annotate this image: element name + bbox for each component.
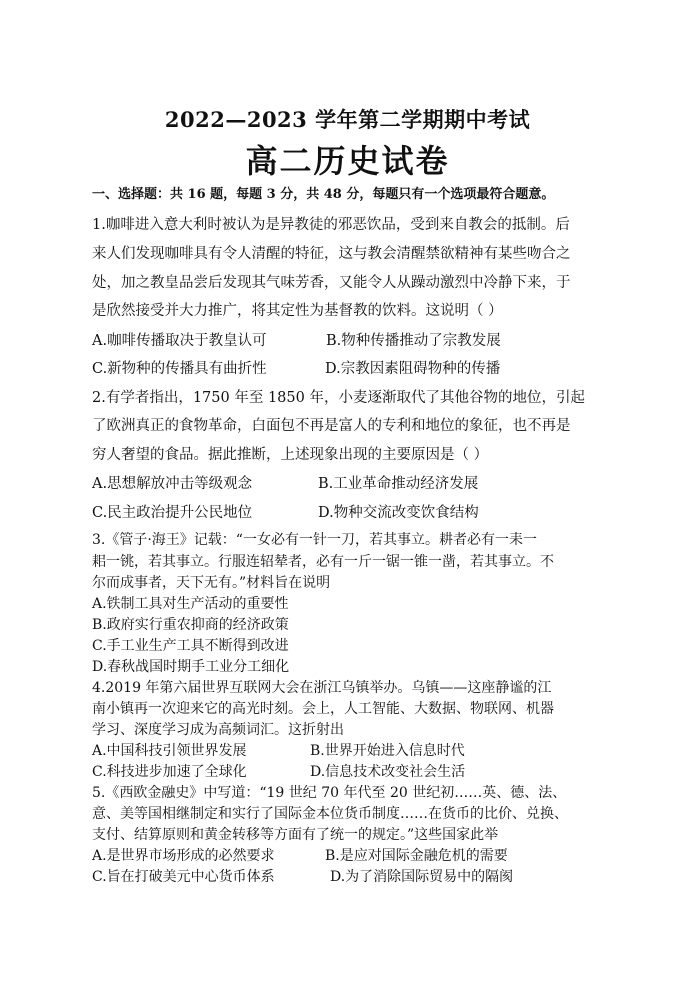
question-1-option-b: B.物种传播推动了宗教发展 <box>326 333 501 349</box>
question-3-option-d: D.春秋战国时期手工业分工细化 <box>92 659 290 675</box>
question-4-line-3: 学习、深度学习成为高频词汇。这折射出 <box>92 722 344 738</box>
question-4-option-b: B.世界开始进入信息时代 <box>310 743 465 759</box>
question-2-line-1: 2.有学者指出，1750 年至 1850 年，小麦逐渐取代了其他谷物的地位，引起 <box>92 390 585 406</box>
question-4-line-2: 南小镇再一次迎来它的高光时刻。会上，人工智能、大数据、物联网、机器 <box>92 701 554 717</box>
question-5-option-c: C.旨在打破美元中心货币体系 <box>92 869 275 885</box>
question-1-line-3: 处，加之教皇品尝后发现其气味芳香，又能令人从躁动激烈中冷静下来，于 <box>92 275 571 291</box>
question-4-option-d: D.信息技术改变社会生活 <box>310 764 466 780</box>
question-5-line-3: 支付、结算原则和黄金转移等方面有了统一的规定。”这些国家此举 <box>92 827 499 843</box>
question-4-line-1: 4.2019 年第六届世界互联网大会在浙江乌镇举办。乌镇——这座静谧的江 <box>92 680 552 696</box>
question-3-option-a: A.铁制工具对生产活动的重要性 <box>92 596 289 612</box>
question-3-line-3: 尔而成事者，天下无有。”材料旨在说明 <box>92 575 331 591</box>
question-2-option-a: A.思想解放冲击等级观念 <box>92 476 253 492</box>
question-2-line-3: 穷人奢望的食品。据此推断，上述现象出现的主要原因是（ ） <box>92 447 489 463</box>
question-3-option-c: C.手工业生产工具不断得到改进 <box>92 638 289 654</box>
question-3-line-2: 耜一铫，若其事立。行服连轺辇者，必有一斤一锯一锥一凿，若其事立。不 <box>92 554 554 570</box>
question-5-option-b: B.是应对国际金融危机的需要 <box>325 848 508 864</box>
exam-title: 高二历史试卷 <box>245 142 450 180</box>
question-1-line-1: 1.咖啡进入意大利时被认为是异教徒的邪恶饮品，受到来自教会的抵制。后 <box>92 217 570 233</box>
question-1-line-4: 是欣然接受并大力推广，将其定性为基督教的饮料。这说明（ ） <box>92 303 503 319</box>
question-3-line-1: 3.《管子·海王》记载：“一女必有一针一刀，若其事立。耕者必有一耒一 <box>92 532 537 548</box>
question-5-option-a: A.是世界市场形成的必然要求 <box>92 848 275 864</box>
question-4-option-a: A.中国科技引领世界发展 <box>92 743 247 759</box>
question-2-option-c: C.民主政治提升公民地位 <box>92 505 253 521</box>
question-2-option-b: B.工业革命推动经济发展 <box>318 476 479 492</box>
question-5-option-d: D.为了消除国际贸易中的隔阂 <box>330 869 514 885</box>
question-4-option-c: C.科技进步加速了全球化 <box>92 764 247 780</box>
section-heading: 一、选择题：共 16 题，每题 3 分，共 48 分，每题只有一个选项最符合题意。 <box>92 187 555 202</box>
question-1-option-c: C.新物种的传播具有曲折性 <box>92 361 267 377</box>
question-1-option-d: D.宗教因素阻碍物种的传播 <box>325 361 501 377</box>
question-2-line-2: 了欧洲真正的食物革命，白面包不再是富人的专利和地位的象征，也不再是 <box>92 418 571 434</box>
exam-year-line: 2022—2023 学年第二学期期中考试 <box>164 107 531 132</box>
question-1-option-a: A.咖啡传播取决于教皇认可 <box>92 333 267 349</box>
question-2-option-d: D.物种交流改变饮食结构 <box>318 505 479 521</box>
question-5-line-1: 5.《西欧金融史》中写道：“19 世纪 70 年代至 20 世纪初……英、德、法、 <box>92 785 567 801</box>
question-3-option-b: B.政府实行重农抑商的经济政策 <box>92 617 289 633</box>
question-1-line-2: 来人们发现咖啡具有令人清醒的特征，这与教会清醒禁欲精神有某些吻合之 <box>92 246 571 262</box>
question-5-line-2: 意、美等国相继制定和实行了国际金本位货币制度……在货币的比价、兑换、 <box>92 806 568 822</box>
